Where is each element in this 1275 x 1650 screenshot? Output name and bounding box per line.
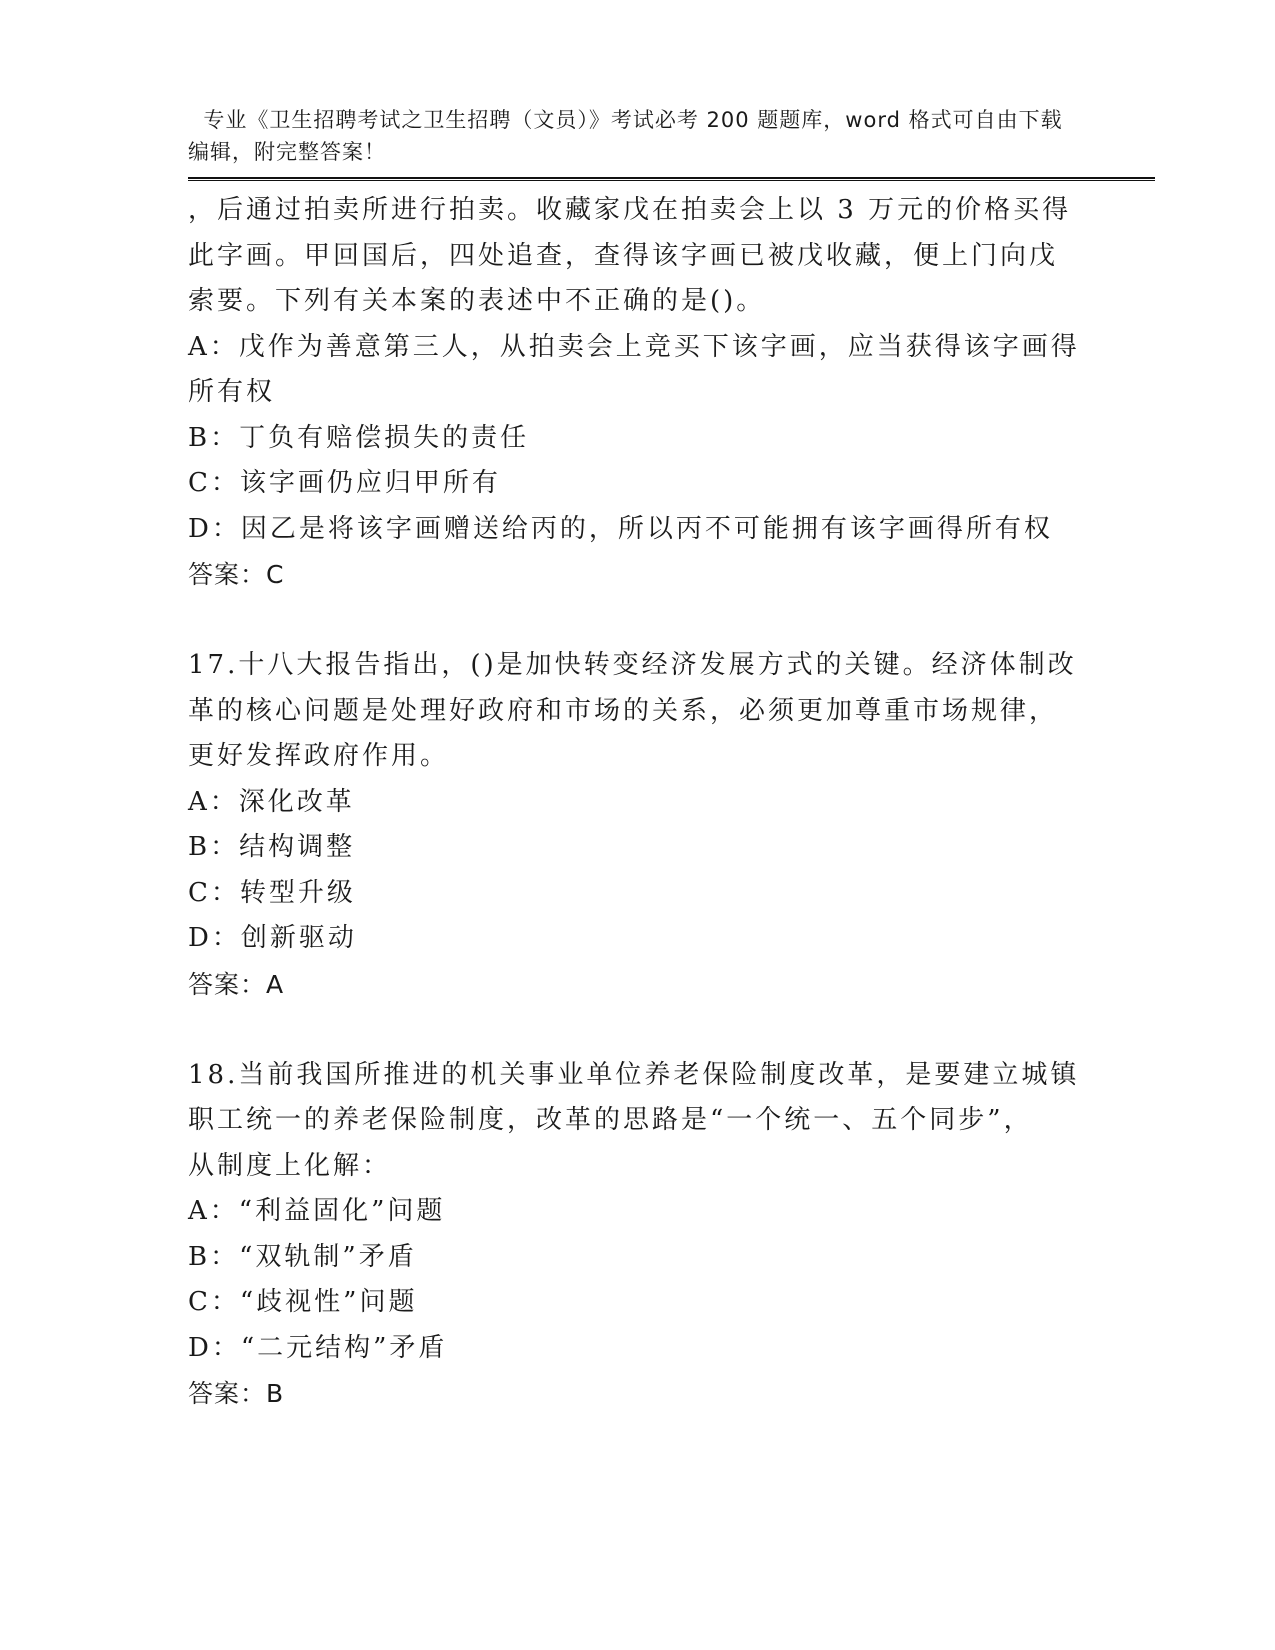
- option-c: C：“歧视性”问题: [188, 1287, 418, 1317]
- option-b: B：“双轨制”矛盾: [188, 1241, 417, 1272]
- option-d: D：“二元结构”矛盾: [188, 1332, 448, 1363]
- header-title: 专业《卫生招聘考试之卫生招聘（文员）》考试必考 200 题题库，word 格式可自由下载编辑，附完整答案！: [188, 108, 1063, 164]
- option-a: A：戊作为善意第三人，从拍卖会上竞买下该字画，应当获得该字画得: [188, 331, 1080, 362]
- question-text-line: 革的核心问题是处理好政府和市场的关系，必须更加尊重市场规律，: [188, 695, 1059, 726]
- option-c: C：转型升级: [188, 877, 356, 908]
- option-d: D：创新驱动: [188, 923, 357, 953]
- header-divider: [188, 177, 1155, 181]
- question-text-line: 18.当前我国所推进的机关事业单位养老保险制度改革，是要建立城镇: [188, 1059, 1080, 1090]
- document-header: [188, 72, 1068, 168]
- spacer: [188, 1007, 1088, 1053]
- document-body: [188, 188, 1088, 1416]
- question-text-line: 更好发挥政府作用。: [188, 741, 450, 771]
- option-b: B：结构调整: [188, 832, 356, 862]
- question-text-line: ，后通过拍卖所进行拍卖。收藏家戊在拍卖会上以 3 万元的价格买得: [188, 195, 1072, 225]
- question-16: [188, 188, 1088, 597]
- question-text-line: 索要。下列有关本案的表述中不正确的是()。: [188, 286, 766, 316]
- option-a-continued: 所有权: [188, 377, 276, 407]
- option-c: C：该字画仍应归甲所有: [188, 468, 501, 498]
- question-17: [188, 643, 1088, 1007]
- question-text-line: 职工统一的养老保险制度，改革的思路是“一个统一、五个同步”，: [188, 1105, 1033, 1135]
- option-a: A：“利益固化”问题: [188, 1196, 446, 1226]
- option-a: A：深化改革: [188, 786, 355, 817]
- answer: 答案：C: [188, 560, 285, 589]
- question-18: [188, 1053, 1088, 1417]
- answer: 答案：B: [188, 1379, 285, 1408]
- question-text-line: 此字画。甲回国后，四处追查，查得该字画已被戊收藏，便上门向戊: [188, 240, 1059, 271]
- option-b: B：丁负有赔偿损失的责任: [188, 422, 530, 453]
- option-d: D：因乙是将该字画赠送给丙的，所以丙不可能拥有该字画得所有权: [188, 513, 1053, 544]
- answer: 答案：A: [188, 969, 285, 999]
- question-text-line: 从制度上化解：: [188, 1150, 392, 1181]
- question-text-line: 17.十八大报告指出，()是加快转变经济发展方式的关键。经济体制改: [188, 650, 1077, 680]
- spacer: [188, 597, 1088, 643]
